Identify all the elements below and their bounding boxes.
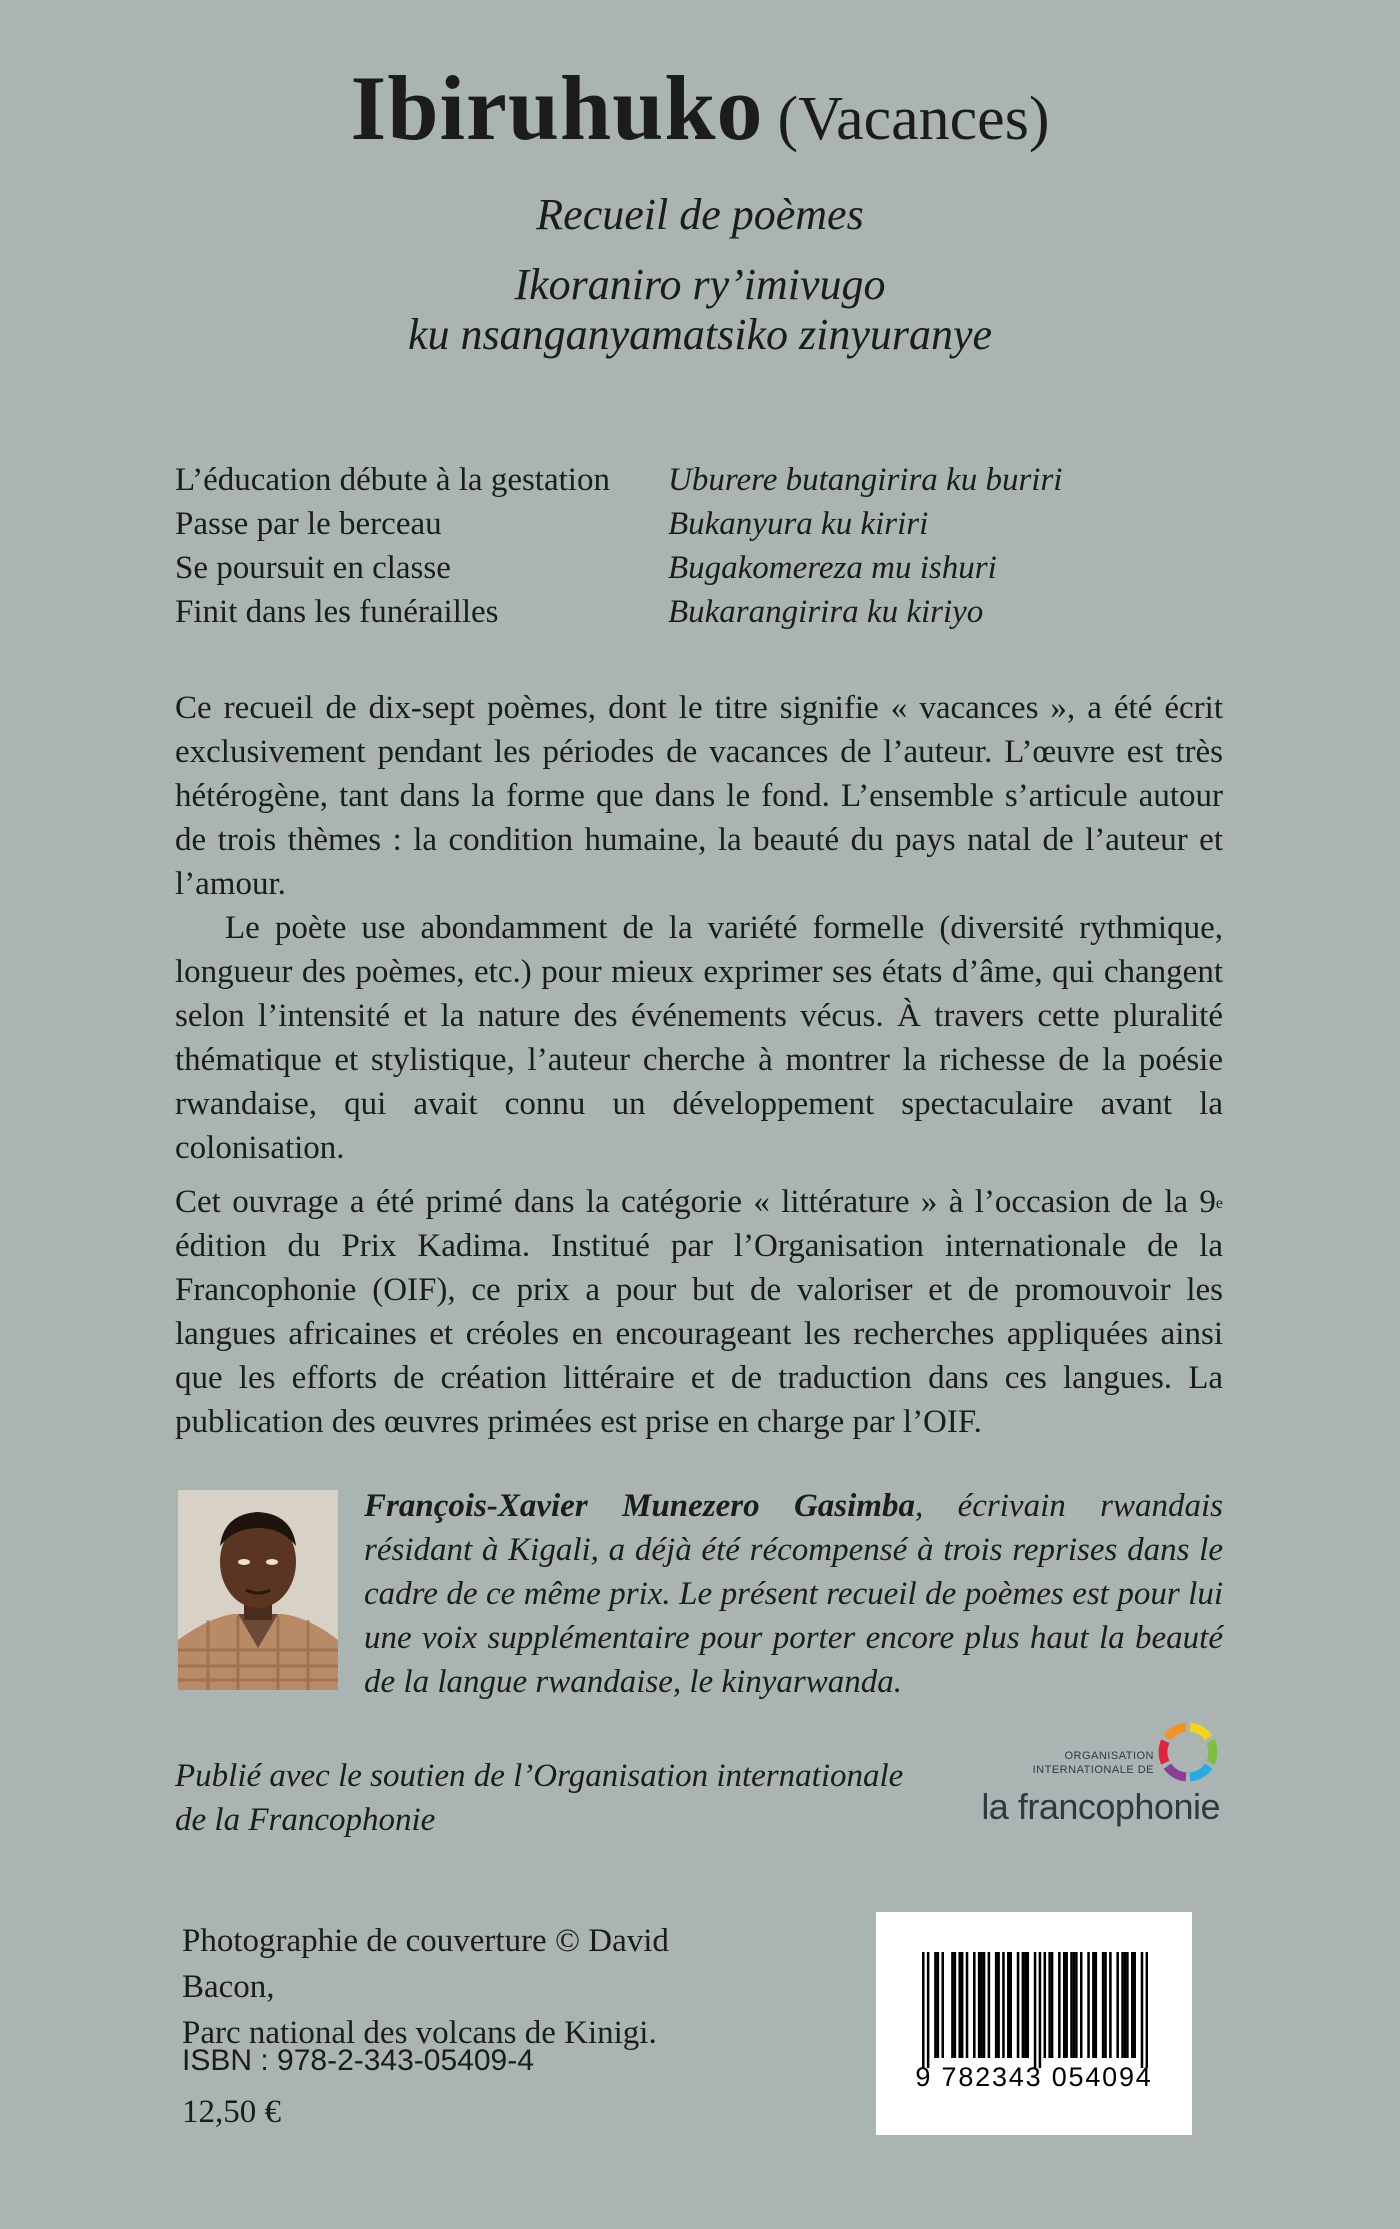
subtitle-french: Recueil de poèmes — [536, 190, 864, 239]
barcode-bar — [1116, 1952, 1119, 2058]
barcode-bar — [1039, 1952, 1042, 2068]
author-bio-text: , écrivain rwandais résidant à Kigali, a déjà été récompensé à trois reprises dans le cadre de ce même prix. Le présent recueil de poèmes est pour lui une voix supplémentaire pour porter encore plus haut la beauté de la langue rwandaise, le kinyarwanda. — [364, 1488, 1223, 1700]
author-bio — [364, 1484, 1223, 1704]
title-main: Ibiruhuko — [350, 57, 764, 159]
francophonie-ring-icon — [1156, 1720, 1220, 1784]
barcode-bar — [954, 1952, 957, 2058]
barcode-bar — [951, 1952, 954, 2058]
ordinal-superscript: e — [1215, 1195, 1223, 1212]
barcode-bar — [1058, 1952, 1061, 2058]
blurb — [175, 686, 1223, 1444]
barcode-bar — [958, 1952, 961, 2058]
epigraph-kinyarwanda: Bukarangirira ku kiriyo — [668, 594, 984, 630]
logo-caption-line2: INTERNATIONALE DE — [1032, 1764, 1154, 1776]
subtitle-kinyarwanda-line1: Ikoraniro ry’imivugo — [514, 260, 886, 309]
ring-segment — [1167, 1766, 1186, 1777]
epigraph-row — [175, 502, 1275, 546]
blurb-paragraph-3-lead: Cet ouvrage a été primé dans la catégorie « littérature » à l’occasion de la 9 — [175, 1184, 1216, 1220]
support-line-2: de la Francophonie — [175, 1802, 436, 1838]
francophonie-logo — [960, 1720, 1220, 1830]
barcode-bar — [997, 1952, 1000, 2058]
support-statement — [175, 1754, 915, 1842]
book-title — [0, 57, 1400, 159]
epigraph-french: L’éducation débute à la gestation — [175, 462, 610, 498]
blurb-paragraph-3 — [175, 1180, 1223, 1444]
epigraph-row — [175, 590, 1275, 634]
blurb-paragraph-1: Ce recueil de dix-sept poèmes, dont le titre signifie « vacances », a été écrit exclusivement pendant les périodes de vacances de l’auteur. L’œuvre est très hétérogène, tant dans la forme que dans le fond. L’ensemble s’articule autour de trois thèmes : la condition humaine, la beauté du pays natal de l’auteur et l’amour. — [175, 690, 1223, 902]
barcode-bar — [978, 1952, 981, 2058]
isbn: ISBN : 978-2-343-05409-4 — [182, 2044, 534, 2077]
barcode-bar — [1080, 1952, 1083, 2058]
barcode-bars — [922, 1952, 1148, 2068]
barcode-bar — [1131, 1952, 1134, 2058]
barcode-bar — [1075, 1952, 1078, 2058]
epigraph — [175, 458, 1275, 634]
barcode-bar — [980, 1952, 983, 2058]
barcode-bar — [1044, 1952, 1047, 2058]
photo-credit-line1: Photographie de couverture © David Bacon, — [182, 1923, 669, 2005]
barcode-number: 9 782343 054094 — [915, 2062, 1153, 2092]
ring-segment — [1167, 1727, 1186, 1738]
barcode-bar — [1024, 1952, 1027, 2058]
barcode-bar — [1102, 1952, 1105, 2058]
barcode-bar — [1104, 1952, 1107, 2058]
ring-segment — [1190, 1766, 1209, 1777]
barcode-bar — [983, 1952, 986, 2058]
barcode-bar — [927, 1952, 930, 2068]
epigraph-french: Se poursuit en classe — [175, 550, 451, 586]
barcode-bar — [1087, 1952, 1090, 2058]
title-translation: (Vacances) — [777, 85, 1050, 153]
logo-caption-line1: ORGANISATION — [1064, 1750, 1154, 1762]
ring-segment — [1211, 1741, 1213, 1762]
barcode-bar — [1073, 1952, 1076, 2058]
barcode-bar — [1146, 1952, 1148, 2068]
barcode-bar — [1141, 1952, 1144, 2068]
barcode-bar — [1095, 1952, 1098, 2058]
support-line-1: Publié avec le soutien de l’Organisation internationale — [175, 1758, 904, 1794]
blurb-paragraph-3-rest: édition du Prix Kadima. Institué par l’Organisation internationale de la Francophonie (OIF), ce prix a pour but de valoriser et de promouvoir les langues africaines et créoles en encourageant les recherches appliquées ainsi que les efforts de création littéraire et de traduction dans ces langues. La publication des œuvres primées est prise en charge par l’OIF. — [175, 1228, 1223, 1440]
logo-wordmark: la francophonie — [981, 1786, 1220, 1827]
barcode-bar — [941, 1952, 944, 2058]
barcode-bar — [1133, 1952, 1136, 2058]
barcode-bar — [1022, 1952, 1025, 2058]
epigraph-row — [175, 458, 1275, 502]
barcode-bar — [1126, 1952, 1129, 2058]
epigraph-row — [175, 546, 1275, 590]
barcode-bar — [973, 1952, 976, 2058]
barcode-bar — [1034, 1952, 1037, 2068]
barcode-bar — [1007, 1952, 1010, 2058]
barcode-bar — [1109, 1952, 1112, 2058]
barcode-bar — [1121, 1952, 1124, 2058]
barcode-bar — [1048, 1952, 1051, 2058]
barcode-bar — [995, 1952, 998, 2058]
price: 12,50 € — [182, 2094, 281, 2130]
barcode-bar — [1124, 1952, 1127, 2058]
barcode-bar — [1051, 1952, 1054, 2058]
barcode — [876, 1912, 1192, 2135]
barcode-bar — [922, 1952, 925, 2068]
barcode-bar — [1065, 1952, 1068, 2058]
barcode-bar — [1063, 1952, 1066, 2058]
author-name: François-Xavier Munezero Gasimba — [364, 1488, 915, 1524]
epigraph-kinyarwanda: Bugakomereza mu ishuri — [668, 550, 997, 586]
epigraph-french: Passe par le berceau — [175, 506, 442, 542]
author-photo — [178, 1490, 338, 1690]
barcode-bar — [988, 1952, 991, 2058]
barcode-bar — [1002, 1952, 1005, 2058]
barcode-bar — [1009, 1952, 1012, 2058]
photo-credit-line2: Parc national des volcans de Kinigi. — [182, 2015, 657, 2051]
barcode-bar — [1070, 1952, 1073, 2058]
blurb-paragraph-2: Le poète use abondamment de la variété formelle (diversité rythmique, longueur des poèmes, etc.) pour mieux exprimer ses états d’âme, qui changent selon l’intensité et la nature des événements vécus. À travers cette pluralité thématique et stylistique, l’auteur cherche à montrer la richesse de la poésie rwandaise, qui avait connu un développement spectaculaire avant la colonisation. — [175, 910, 1223, 1166]
barcode-bar — [966, 1952, 969, 2058]
barcode-bar — [1092, 1952, 1095, 2058]
barcode-bar — [934, 1952, 937, 2058]
barcode-bar — [1017, 1952, 1020, 2058]
epigraph-french: Finit dans les funérailles — [175, 594, 499, 630]
epigraph-kinyarwanda: Bukanyura ku kiriri — [668, 506, 929, 542]
epigraph-kinyarwanda: Uburere butangirira ku buriri — [668, 462, 1063, 498]
subtitle-kinyarwanda-line2: ku nsanganyamatsiko zinyuranye — [407, 310, 993, 359]
title-block — [0, 57, 1400, 360]
barcode-bar — [961, 1952, 964, 2058]
barcode-bar — [1026, 1952, 1029, 2058]
ring-segment — [1190, 1727, 1209, 1738]
photo-credit — [182, 1918, 742, 2056]
ring-segment — [1163, 1741, 1165, 1762]
barcode-bar — [937, 1952, 940, 2058]
